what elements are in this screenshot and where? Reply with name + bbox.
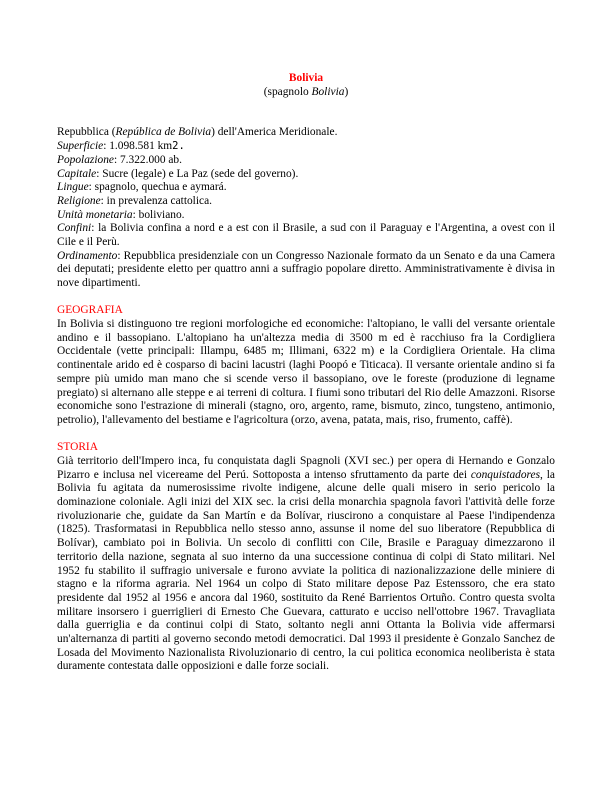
fact-popolazione <box>57 154 555 168</box>
fact-value: : Sucre (legale) e La Paz (sede del governo). <box>96 167 299 180</box>
fact-label: Popolazione <box>57 153 114 166</box>
fact-religione <box>57 195 555 209</box>
intro-suffix: ) dell'America Meridionale. <box>211 126 338 139</box>
section-geografia <box>57 304 555 427</box>
fact-ordinamento <box>57 250 555 291</box>
page-title: Bolivia <box>288 72 324 84</box>
fact-value: : 7.322.000 ab. <box>113 153 182 166</box>
fact-value: : 1.098.581 km <box>103 140 173 153</box>
fact-label: Lingue <box>57 181 89 194</box>
fact-label: Capitale <box>57 167 97 180</box>
page-subtitle <box>57 86 555 100</box>
fact-label: Confini <box>57 222 92 235</box>
storia-text-part-1: Già territorio dell'Impero inca, fu conquistata dagli Spagnoli (XVI sec.) per opera di Hernando e Gonzalo Pizarro e inclusa nel vicereame del Perú. Sottoposta a intenso sfruttamento da parte dei <box>57 454 555 481</box>
storia-text-part-2: , la Bolivia fu agitata da numerosissime rivolte indigene, alcune delle quali misero in serio pericolo la dominazione coloniale. Agli inizi del XIX sec. la crisi della monarchia spagnola favorì l'attività delle forze rivoluzionarie che, guidate da San Martín e da Bolívar, riuscirono a conquistare al Paese l'indipendenza (1825). Trasformatasi in Repubblica nello stesso anno, assunse il nome del suo liberatore (Repubblica di Bolívar), cambiato poi in Bolivia. Un secolo di conflitti con Cile, Brasile e Paraguay dimezzarono il territorio della nazione, segnata al suo interno da una successione continua di colpi di Stato militari. Nel 1952 fu stabilito il suffragio universale e furono avviate la politica di nazionalizzazione delle miniere di stagno e la riforma agraria. Nel 1964 un colpo di Stato militare depose Paz Estenssoro, che era stato presidente dal 1952 al 1956 e ancora dal 1960, sostituito da René Barrientos Ortuño. Contro questa svolta militare insorsero i guerriglieri di Ernesto Che Guevara, catturato e ucciso nell'ottobre 1967. Travagliata dalla guerriglia e da continui colpi di Stato, soltanto negli anni Ottanta la Bolivia vide affermarsi un'alternanza di partiti al governo secondo metodi democratici. Dal 1993 il presidente è Gonzalo Sanchez de Losada del Movimento Nazionalista Rivoluzionario di centro, la cui politica economica neoliberista è stata duramente contestata dalle opposizioni e dalle forze sociali. <box>57 468 555 673</box>
section-heading-storia: STORIA <box>57 441 98 454</box>
fact-label: Unità monetaria <box>57 208 133 221</box>
fact-unita-monetaria <box>57 209 555 223</box>
facts-block <box>57 126 555 290</box>
fact-value: : Repubblica presidenziale con un Congresso Nazionale formato da un Senato e da una Camera dei deputati; presidente eletto per quattro anni a suffragio popolare diretto. Amministrativamente è divisa in nove dipartimenti. <box>57 249 555 290</box>
fact-label: Superficie <box>57 140 104 153</box>
document-page <box>57 72 555 674</box>
intro-line <box>57 126 555 140</box>
fact-value: : spagnolo, quechua e aymará. <box>88 181 227 194</box>
fact-capitale <box>57 168 555 182</box>
fact-lingue <box>57 181 555 195</box>
fact-label: Ordinamento <box>57 249 118 262</box>
intro-prefix: Repubblica ( <box>57 126 116 139</box>
fact-unit: 2. <box>172 140 185 153</box>
fact-label: Religione <box>57 194 101 207</box>
subtitle-suffix: ) <box>344 85 349 98</box>
fact-superficie <box>57 140 555 154</box>
fact-value: : in prevalenza cattolica. <box>100 194 212 207</box>
title-block <box>57 72 555 99</box>
fact-value: : boliviano. <box>132 208 185 221</box>
storia-text-italic: conquistadores <box>470 468 541 481</box>
fact-confini <box>57 222 555 249</box>
subtitle-prefix: (spagnolo <box>263 85 312 98</box>
intro-italic: República de Bolivia <box>115 126 212 139</box>
section-storia <box>57 441 555 674</box>
section-heading-geografia: GEOGRAFIA <box>57 304 123 317</box>
section-text-storia <box>57 455 555 674</box>
subtitle-italic: Bolivia <box>311 85 345 98</box>
section-text-geografia: In Bolivia si distinguono tre regioni morfologiche ed economiche: l'altopiano, le valli del versante orientale andino e il bassopiano. L'altopiano ha un'altezza media di 3500 m ed è racchiuso fra la Cordigliera Occidentale (vette principali: Illampu, 6485 m; Illimani, 6322 m) e la Cordigliera Orientale. Ha clima continentale arido ed è cosparso di bacini lacustri (laghi Poopó e Titicaca). Il versante orientale andino si fa sempre più umido man mano che si scende verso il bassopiano, ove le foreste (produzione di legname pregiato) si alternano alle steppe e ai terreni di coltura. I fiumi sono tributari del Rio delle Amazzoni. Risorse economiche sono l'estrazione di minerali (stagno, oro, argento, rame, bismuto, zinco, tungsteno, antimonio, petrolio), l'allevamento del bestiame e l'agricoltura (orzo, avena, patata, mais, riso, frumento, caffè). <box>57 318 555 426</box>
fact-value: : la Bolivia confina a nord e a est con il Brasile, a sud con il Paraguay e l'Argentina, a ovest con il Cile e il Perù. <box>57 222 555 249</box>
